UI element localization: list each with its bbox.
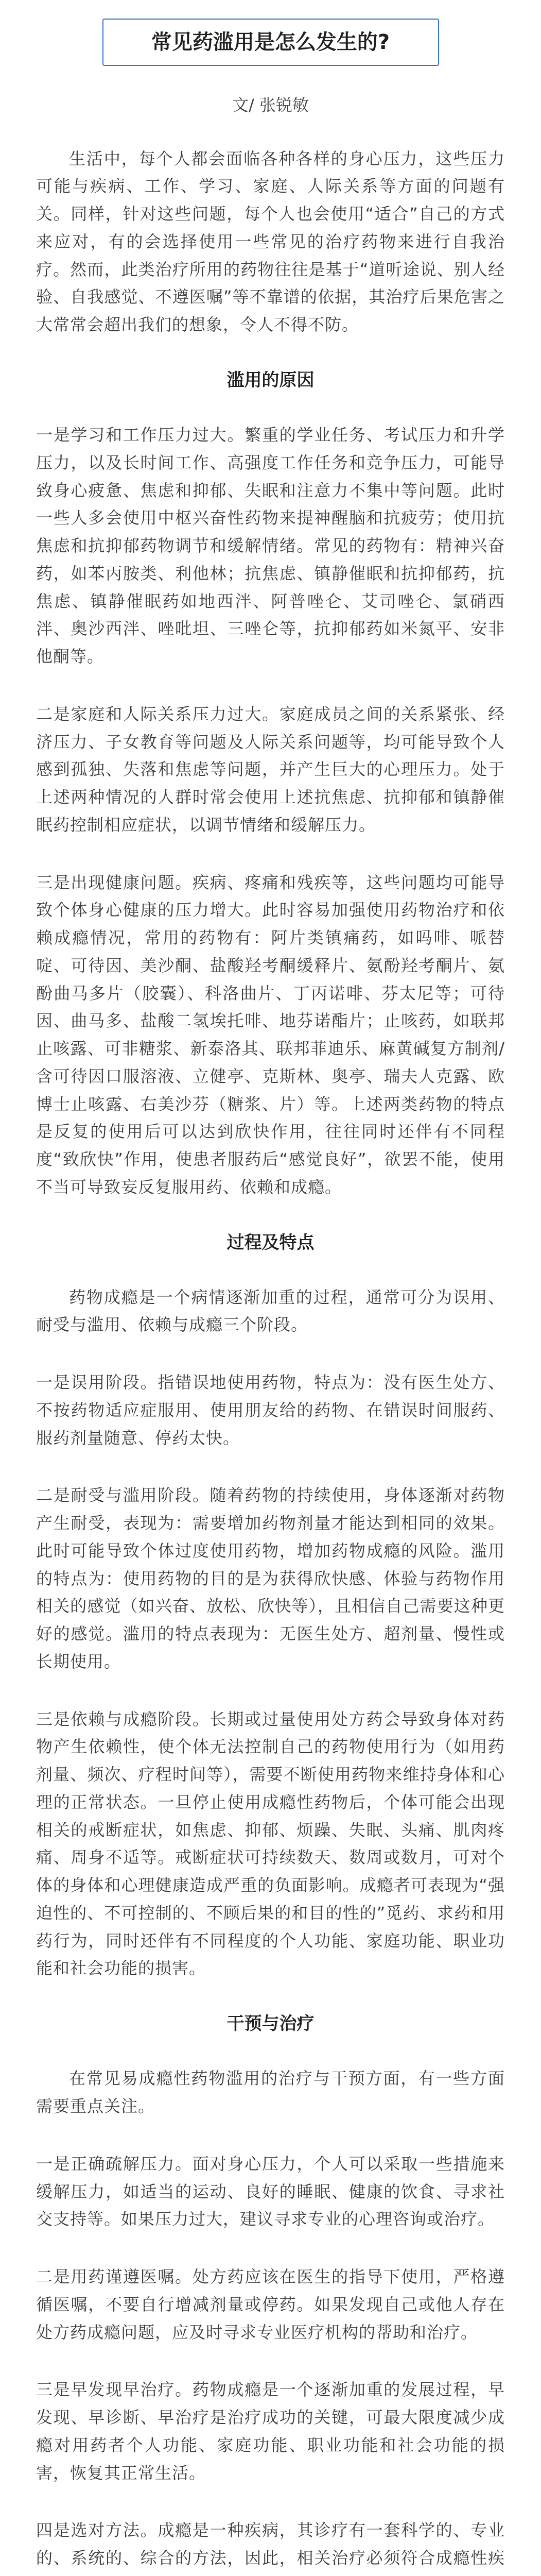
treatment-paragraph-5: 四是选对方法。成瘾是一种疾病，其诊疗有一套科学的、专业的、系统的、综合的方法，因此，相关治疗必须符合成瘾性疾 bbox=[36, 2520, 505, 2568]
author-byline: 文/ 张锐敏 bbox=[232, 95, 309, 115]
section-title-process: 过程及特点 bbox=[226, 1232, 315, 1253]
process-paragraph-1: 药物成瘾是一个病情逐渐加重的过程，通常可分为误用、耐受与滥用、依赖与成瘾三个阶段。 bbox=[36, 1287, 505, 1335]
section-title-causes: 滥用的原因 bbox=[226, 369, 315, 391]
treatment-paragraph-2: 一是正确疏解压力。面对身心压力，个人可以采取一些措施来缓解压力，如适当的运动、良好的睡眠、健康的饮食、寻求社交支持等。如果压力过大，建议寻求专业的心理咨询或治疗。 bbox=[36, 2154, 505, 2229]
article-title: 常见药滥用是怎么发生的? bbox=[102, 19, 439, 66]
section-title-treatment: 干预与治疗 bbox=[226, 2013, 315, 2035]
process-paragraph-4: 三是依赖与成瘾阶段。长期或过量使用处方药会导致身体对药物产生依赖性，使个体无法控制自己的药物使用行为（如用药剂量、频次、疗程时间等），需要不断使用药物来维持身体和心理的正常状态。一旦停止使用成瘾性药物后，个体可能会出现相关的戒断症状，如焦虑、抑郁、烦躁、失眠、头痛、肌肉疼痛、周身不适等。戒断症状可持续数天、数周或数月，可对个体的身体和心理健康造成严重的负面影响。成瘾者可表现为“强迫性的、不可控制的、不顾后果的和目的性的”觅药、求药和用药行为，同时还伴有不同程度的个人功能、家庭功能、职业功能和社会功能的损害。 bbox=[36, 1709, 505, 1978]
causes-paragraph-3: 三是出现健康问题。疾病、疼痛和残疾等，这些问题均可能导致个体身心健康的压力增大。此时容易加强使用药物治疗和依赖成瘾情况，常用的药物有：阿片类镇痛药，如吗啡、哌替啶、可待因、美沙酮、盐酸羟考酮缓释片、氨酚羟考酮片、氨酚曲马多片（胶囊）、科洛曲片、丁丙诺啡、芬太尼等；可待因、曲马多、盐酸二氢埃托啡、地芬诺酯片；止咳药，如联邦止咳露、可非糖浆、新泰洛其、联邦菲迪乐、麻黄碱复方制剂/含可待因口服溶液、立健亭、克斯林、奥亭、瑞夫人克露、欧博士止咳露、右美沙芬（糖浆、片）等。上述两类药物的特点是反复的使用后可以达到欣快作用，往往同时还伴有不同程度“致欣快”作用，使患者服药后“感觉良好”，欲罢不能，使用不当可导致妄反复服用药、依赖和成瘾。 bbox=[36, 872, 505, 1197]
treatment-paragraph-3: 二是用药谨遵医嘱。处方药应该在医生的指导下使用，严格遵循医嘱，不要自行增减剂量或停药。如果发现自己或他人存在处方药成瘾问题，应及时寻求专业医疗机构的帮助和治疗。 bbox=[36, 2267, 505, 2342]
causes-paragraph-1: 一是学习和工作压力过大。繁重的学业任务、考试压力和升学压力，以及长时间工作、高强度工作任务和竞争压力，可能导致身心疲惫、焦虑和抑郁、失眠和注意力不集中等问题。此时一些人多会使用中枢兴奋性药物来提神醒脑和抗疲劳；使用抗焦虑和抗抑郁药物调节和缓解情绪。常见的药物有：精神兴奋药，如苯丙胺类、利他林；抗焦虑、镇静催眠和抗抑郁药，抗焦虑、镇静催眠药如地西泮、阿普唑仑、艾司唑仑、氯硝西泮、奥沙西泮、唑吡坦、三唑仑等，抗抑郁药如米氮平、安非他酮等。 bbox=[36, 425, 505, 667]
process-paragraph-3: 二是耐受与滥用阶段。随着药物的持续使用，身体逐渐对药物产生耐受，表现为：需要增加药物剂量才能达到相同的效果。此时可能导致个体过度使用药物，增加药物成瘾的风险。滥用的特点为：使用药物的目的是为获得欣快感、体验与药物作用相关的感觉（如兴奋、放松、欣快等），且相信自己需要这种更好的感觉。滥用的特点表现为：无医生处方、超剂量、慢性或长期使用。 bbox=[36, 1485, 505, 1671]
intro-paragraph: 生活中，每个人都会面临各种各样的身心压力，这些压力可能与疾病、工作、学习、家庭、人际关系等方面的问题有关。同样，针对这些问题，每个人也会使用“适合”自己的方式来应对，有的会选择使用一些常见的治疗药物来进行自我治疗。然而，此类治疗所用的药物往往是基于“道听途说、别人经验、自我感觉、不遵医嘱”等不靠谱的依据，其治疗后果危害之大常常会超出我们的想象，令人不得不防。 bbox=[36, 148, 505, 335]
treatment-paragraph-1: 在常见易成瘾性药物滥用的治疗与干预方面，有一些方面需要重点关注。 bbox=[36, 2069, 505, 2116]
treatment-paragraph-4: 三是早发现早治疗。药物成瘾是一个逐渐加重的发展过程，早发现、早诊断、早治疗是治疗成功的关键，可最大限度减少成瘾对用药者个人功能、家庭功能、职业功能和社会功能的损害，恢复其正常生活。 bbox=[36, 2380, 505, 2483]
causes-paragraph-2: 二是家庭和人际关系压力过大。家庭成员之间的关系紧张、经济压力、子女教育等问题及人际关系问题等，均可能导致个人感到孤独、失落和焦虑等问题，并产生巨大的心理压力。处于上述两种情况的人群时常会使用上述抗焦虑、抗抑郁和镇静催眠药控制相应症状，以调节情绪和缓解压力。 bbox=[36, 704, 505, 835]
process-paragraph-2: 一是误用阶段。指错误地使用药物，特点为：没有医生处方、不按药物适应症服用、使用朋友给的药物、在错误时间服药、服药剂量随意、停药太快。 bbox=[36, 1372, 505, 1448]
